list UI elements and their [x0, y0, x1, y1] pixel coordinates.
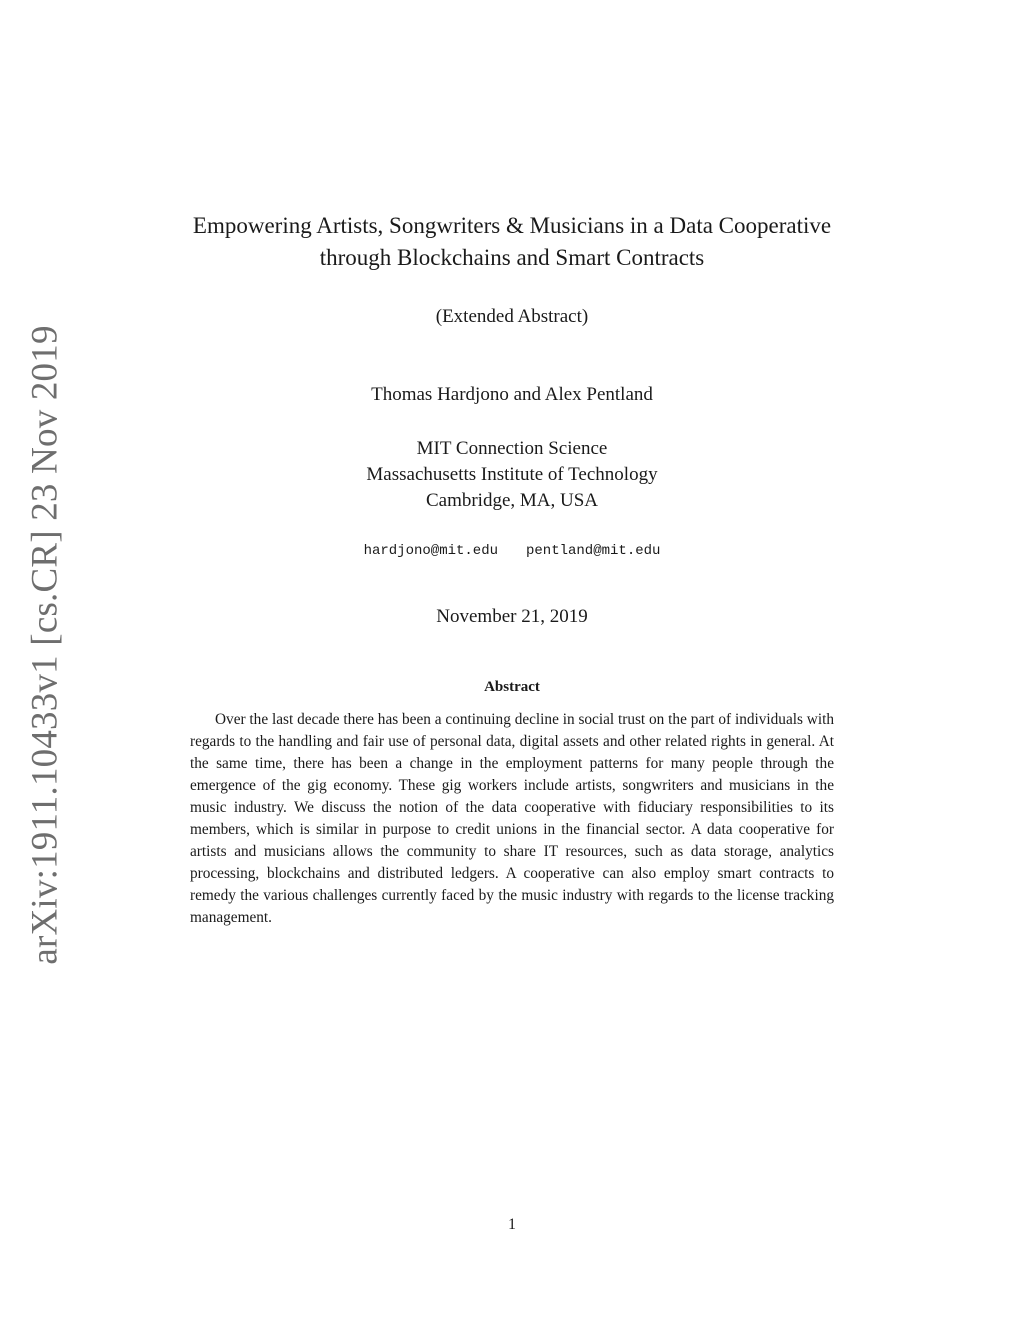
page-number: 1: [508, 1216, 516, 1233]
paper-title-line-2: through Blockchains and Smart Contracts: [319, 245, 705, 270]
affiliation-line-2: Massachusetts Institute of Technology: [366, 464, 658, 485]
abstract-body: Over the last decade there has been a continuing decline in social trust on the part of individuals with regards to the handling and fair use of personal data, digital assets and other related rights in general. At the same time, there has been a change in the employment patterns for many people through the emergence of the gig economy. These gig workers include artists, songwriters and musicians in the music industry. We discuss the notion of the data cooperative with fiduciary responsibilities to its members, which is similar in purpose to credit unions in the financial sector. A data cooperative for artists and musicians allows the community to share IT resources, such as data storage, analytics processing, blockchains and distributed ledgers. A cooperative can also employ smart contracts to remedy the various challenges currently faced by the music industry with regards to the license tracking management.: [190, 711, 834, 926]
email-hardjono: hardjono@mit.edu: [363, 543, 498, 559]
author-emails: [0, 543, 1024, 559]
paper-title-line-1: Empowering Artists, Songwriters & Musicians in a Data Cooperative: [192, 213, 832, 238]
paper-subtitle: (Extended Abstract): [435, 306, 589, 327]
paper-title: [0, 210, 1024, 274]
author-list: Thomas Hardjono and Alex Pentland: [371, 384, 653, 405]
affiliation-line-1: MIT Connection Science: [416, 438, 608, 459]
publication-date: November 21, 2019: [436, 606, 588, 627]
arxiv-identifier-stamp: arXiv:1911.10433v1 [cs.CR] 23 Nov 2019: [24, 325, 66, 965]
abstract-heading: Abstract: [484, 679, 540, 695]
email-pentland: pentland@mit.edu: [526, 543, 661, 559]
affiliation-line-3: Cambridge, MA, USA: [425, 490, 599, 511]
affiliation-block: [0, 436, 1024, 514]
